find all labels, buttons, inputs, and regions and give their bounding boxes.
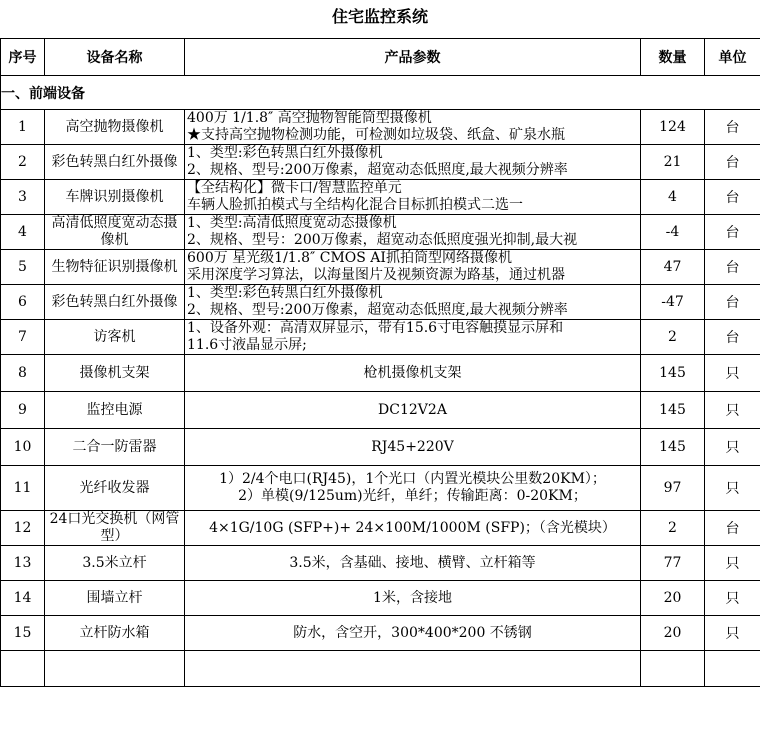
table-row: [1, 429, 760, 466]
unit: 台: [705, 180, 760, 215]
table-row: [1, 466, 760, 511]
product-params-cell: [185, 110, 641, 145]
param-line: 枪机摄像机支架: [363, 364, 462, 381]
table-row: [1, 355, 760, 392]
unit: 只: [705, 392, 760, 429]
device-name-wrap: [45, 110, 184, 144]
quantity: 2: [641, 511, 705, 546]
header-row: [1, 39, 760, 76]
device-name-wrap: [45, 429, 184, 465]
product-params-cell: [185, 546, 641, 581]
row-number: 6: [1, 285, 45, 320]
device-name-cell: [45, 355, 185, 392]
product-params-clip: [185, 180, 640, 214]
empty-row: [1, 651, 760, 687]
device-name-cell: [45, 180, 185, 215]
param-line: 3.5米，含基础、接地、横臂、立杆箱等: [289, 554, 536, 571]
header-unit: 单位: [705, 39, 760, 76]
param-line: 1、类型:高清低照度宽动态摄像机: [187, 215, 397, 231]
quantity: -47: [641, 285, 705, 320]
unit: 只: [705, 546, 760, 581]
unit: 只: [705, 466, 760, 511]
unit: 只: [705, 616, 760, 651]
table-row: [1, 616, 760, 651]
product-params-cell: [185, 145, 641, 180]
param-line: 防水，含空开，300*400*200 不锈钢: [293, 624, 532, 641]
device-name-cell: [45, 511, 185, 546]
device-name: 高空抛物摄像机: [65, 118, 164, 135]
device-name-wrap: [45, 145, 184, 179]
device-name-cell: [45, 215, 185, 250]
device-name-cell: [45, 110, 185, 145]
device-name-cell: [45, 392, 185, 429]
product-params-clip: [185, 110, 640, 144]
product-params-cell: [185, 180, 641, 215]
device-name-cell: [45, 616, 185, 651]
row-number: 9: [1, 392, 45, 429]
device-name-cell: [45, 285, 185, 320]
product-params-clip: [185, 355, 640, 391]
row-number: 2: [1, 145, 45, 180]
device-name: 高清低照度宽动态摄像机: [51, 215, 178, 248]
device-name-wrap: [45, 392, 184, 428]
table-row: [1, 145, 760, 180]
product-params-cell: [185, 355, 641, 392]
product-params-clip: [185, 429, 640, 465]
unit: 台: [705, 511, 760, 546]
device-name-wrap: [45, 355, 184, 391]
device-name-cell: [45, 145, 185, 180]
header-qty: 数量: [641, 39, 705, 76]
device-name-wrap: [45, 320, 184, 354]
param-line: 1、类型:彩色转黑白红外摄像机: [187, 285, 383, 301]
unit: 只: [705, 429, 760, 466]
product-params-cell: [185, 285, 641, 320]
device-name: 访客机: [93, 328, 136, 345]
param-line: 2、规格、型号:200万像素，超宽动态低照度,最大视频分辨率: [187, 302, 568, 318]
product-params-cell: [185, 616, 641, 651]
product-params-cell: [185, 581, 641, 616]
table-row: [1, 250, 760, 285]
device-name-cell: [45, 320, 185, 355]
row-number: 10: [1, 429, 45, 466]
table-row: [1, 215, 760, 250]
unit: 台: [705, 110, 760, 145]
product-params-clip: [185, 392, 640, 428]
document-title: 住宅监控系统: [331, 7, 428, 26]
table-row: [1, 546, 760, 581]
device-name-wrap: [45, 285, 184, 319]
table-row: [1, 180, 760, 215]
device-name-cell: [45, 429, 185, 466]
empty-cell: [705, 651, 760, 687]
unit: 台: [705, 320, 760, 355]
device-name: 二合一防雷器: [72, 438, 157, 455]
device-name: 彩色转黑白红外摄像: [51, 153, 178, 170]
quantity: 97: [641, 466, 705, 511]
product-params-clip: [185, 320, 640, 354]
unit: 台: [705, 285, 760, 320]
product-params-cell: [185, 250, 641, 285]
table-row: [1, 285, 760, 320]
quantity: 21: [641, 145, 705, 180]
param-line: 4×1G/10G (SFP+)+ 24×100M/1000M (SFP)；（含光模块）: [209, 519, 616, 536]
product-params-cell: [185, 320, 641, 355]
quantity: 124: [641, 110, 705, 145]
table-row: [1, 511, 760, 546]
param-line: ★支持高空抛物检测功能，可检测如垃圾袋、纸盒、矿泉水瓶: [187, 127, 565, 143]
equipment-table: [0, 38, 760, 687]
header-params: 产品参数: [185, 39, 641, 76]
product-params-clip: [185, 250, 640, 284]
product-params-clip: [185, 511, 640, 545]
quantity: 47: [641, 250, 705, 285]
device-name: 围墙立杆: [86, 589, 143, 606]
device-name: 彩色转黑白红外摄像: [51, 293, 178, 310]
quantity: 4: [641, 180, 705, 215]
param-line: 【全结构化】微卡口/智慧监控单元: [187, 180, 402, 196]
product-params-clip: [185, 215, 640, 249]
product-params-cell: [185, 215, 641, 250]
device-name-wrap: [45, 250, 184, 284]
quantity: 145: [641, 392, 705, 429]
row-number: 12: [1, 511, 45, 546]
empty-cell: [1, 651, 45, 687]
header-name: 设备名称: [45, 39, 185, 76]
param-line: 1、类型:彩色转黑白红外摄像机: [187, 145, 383, 161]
row-number: 13: [1, 546, 45, 581]
unit: 只: [705, 355, 760, 392]
table-row: [1, 392, 760, 429]
param-line: 2、规格、型号：200万像素，超宽动态低照度强光抑制,最大视: [187, 232, 578, 248]
quantity: 145: [641, 355, 705, 392]
row-number: 7: [1, 320, 45, 355]
table-row: [1, 110, 760, 145]
empty-cell: [185, 651, 641, 687]
product-params-clip: [185, 466, 640, 510]
param-line: 2）单模(9/125um)光纤，单纤；传输距离：0-20KM；: [238, 488, 587, 504]
param-line: 1）2/4个电口(RJ45)，1个光口（内置光模块公里数20KM）；: [219, 471, 606, 487]
device-name-cell: [45, 581, 185, 616]
param-line: 11.6寸液晶显示屏;: [187, 337, 307, 353]
device-name: 车牌识别摄像机: [65, 188, 164, 205]
product-params-cell: [185, 511, 641, 546]
device-name-cell: [45, 250, 185, 285]
device-name: 生物特征识别摄像机: [51, 258, 178, 275]
param-line: 400万 1/1.8″ 高空抛物智能筒型摄像机: [187, 110, 432, 126]
param-line: 1米，含接地: [373, 589, 452, 606]
row-number: 5: [1, 250, 45, 285]
unit: 只: [705, 581, 760, 616]
row-number: 3: [1, 180, 45, 215]
row-number: 14: [1, 581, 45, 616]
device-name: 立杆防水箱: [79, 624, 150, 641]
param-line: RJ45+220V: [371, 438, 454, 455]
product-params-cell: [185, 429, 641, 466]
param-line: 600万 星光级1/1.8″ CMOS AI抓拍筒型网络摄像机: [187, 250, 512, 266]
param-line: 车辆人脸抓拍模式与全结构化混合目标抓拍模式二选一: [187, 197, 523, 213]
product-params-clip: [185, 616, 640, 650]
device-name-cell: [45, 546, 185, 581]
empty-cell: [45, 651, 185, 687]
quantity: 77: [641, 546, 705, 581]
device-name: 3.5米立杆: [82, 554, 147, 571]
device-name: 摄像机支架: [79, 364, 150, 381]
quantity: 20: [641, 581, 705, 616]
param-line: 采用深度学习算法，以海量图片及视频资源为路基，通过机器: [187, 267, 565, 283]
unit: 台: [705, 215, 760, 250]
quantity: -4: [641, 215, 705, 250]
device-name: 24口光交换机（网管型）: [49, 511, 180, 544]
quantity: 20: [641, 616, 705, 651]
param-line: DC12V2A: [378, 401, 447, 418]
section-title: 一、前端设备: [1, 76, 760, 110]
header-no: 序号: [1, 39, 45, 76]
unit: 台: [705, 250, 760, 285]
param-line: 1、设备外观：高清双屏显示，带有15.6寸电容触摸显示屏和: [187, 320, 564, 336]
device-name-wrap: [45, 180, 184, 214]
table-row: [1, 581, 760, 616]
device-name-wrap: [45, 581, 184, 615]
row-number: 11: [1, 466, 45, 511]
device-name-cell: [45, 466, 185, 511]
device-name-wrap: [45, 466, 184, 510]
device-name: 监控电源: [86, 401, 143, 418]
device-name: 光纤收发器: [79, 479, 150, 496]
section-row: [1, 76, 760, 110]
device-name-wrap: [45, 546, 184, 580]
quantity: 145: [641, 429, 705, 466]
row-number: 15: [1, 616, 45, 651]
table-row: [1, 320, 760, 355]
unit: 台: [705, 145, 760, 180]
device-name-wrap: [45, 215, 184, 249]
product-params-clip: [185, 145, 640, 179]
device-name-wrap: [45, 616, 184, 650]
empty-cell: [641, 651, 705, 687]
row-number: 4: [1, 215, 45, 250]
device-name-wrap: [45, 511, 184, 545]
quantity: 2: [641, 320, 705, 355]
row-number: 8: [1, 355, 45, 392]
product-params-clip: [185, 581, 640, 615]
product-params-clip: [185, 285, 640, 319]
row-number: 1: [1, 110, 45, 145]
product-params-cell: [185, 466, 641, 511]
product-params-cell: [185, 392, 641, 429]
param-line: 2、规格、型号:200万像素，超宽动态低照度,最大视频分辨率: [187, 162, 568, 178]
product-params-clip: [185, 546, 640, 580]
